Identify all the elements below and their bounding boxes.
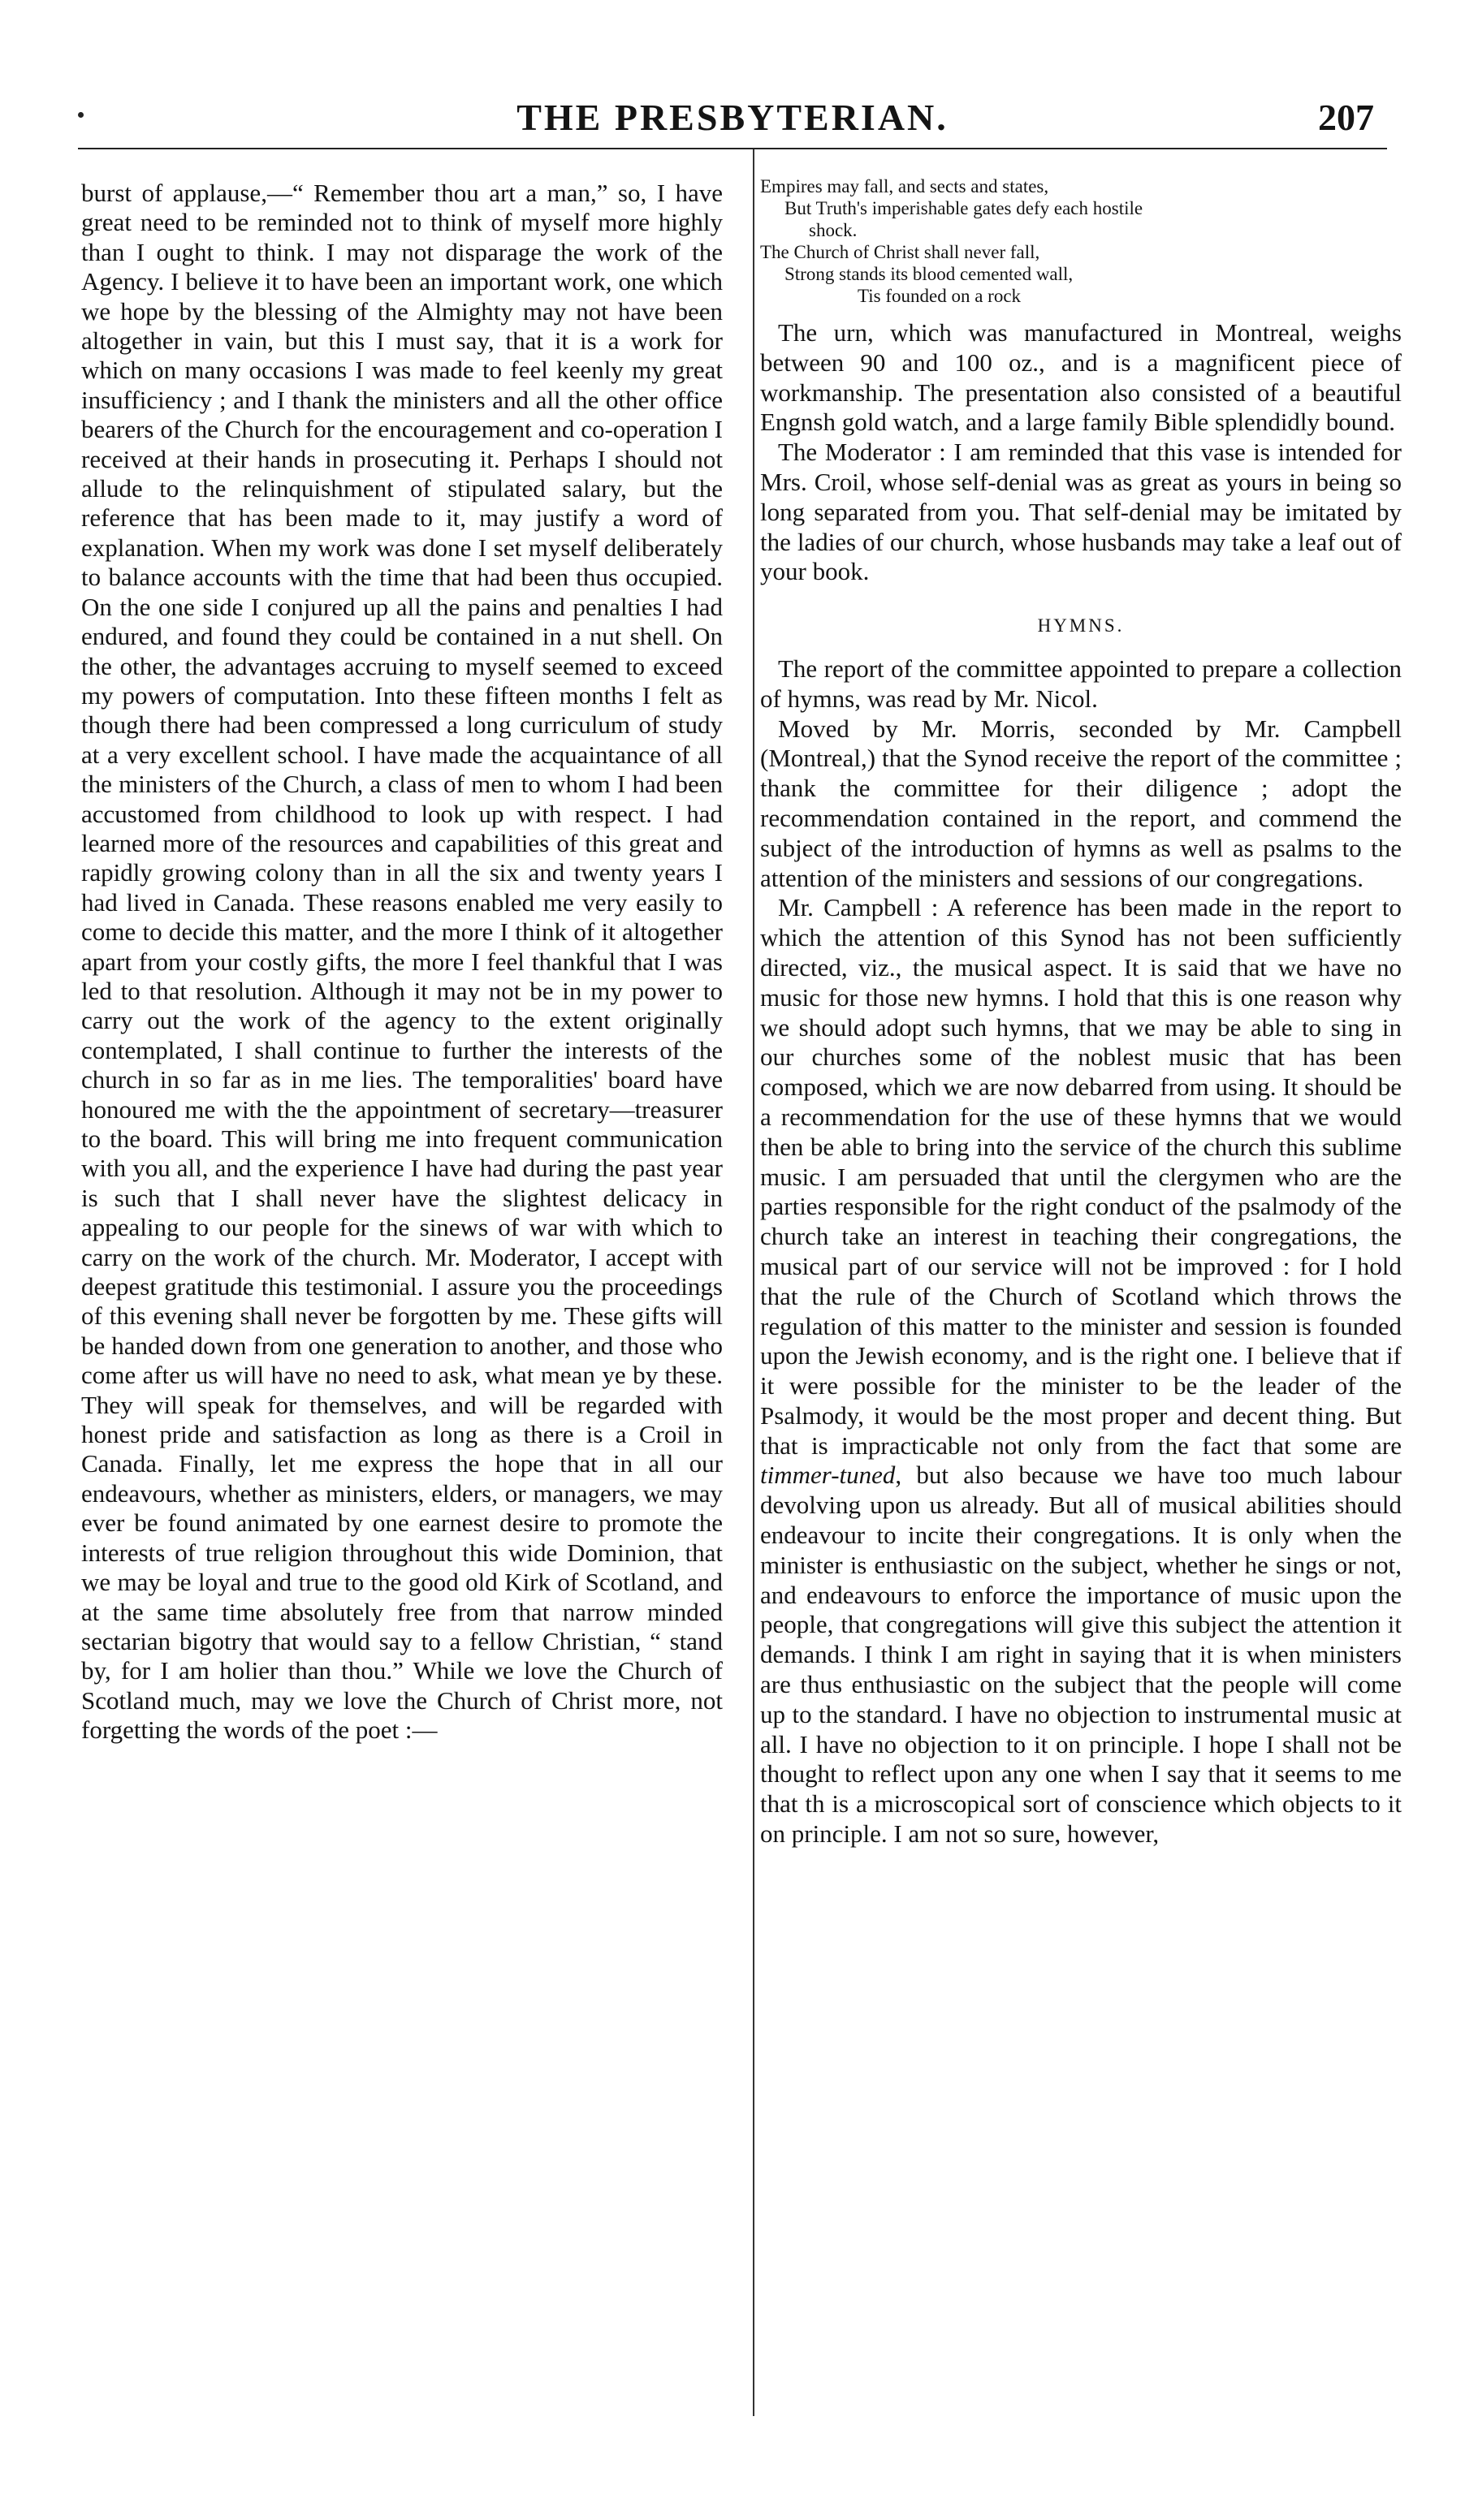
page-number: 207 [1318,97,1374,138]
moderator-paragraph: The Moderator : I am reminded that this vase is intended for Mrs. Croil, whose self-denial was as great as yours in being so long separated from you. That self-denial may be imitated by the ladies of our church, whose husbands may take a leaf out of your book. [760,438,1402,586]
left-column [81,179,723,1745]
column-divider [753,149,754,2416]
poem-line: Tis founded on a rock [858,286,1022,306]
report-paragraph: The report of the committee appointed to prepare a collection of hymns, was read by Mr. Nicol. [760,654,1402,713]
motion-paragraph: Moved by Mr. Morris, seconded by Mr. Campbell (Montreal,) that the Synod receive the report of the committee ; thank the committee for their diligence ; adopt the recommendation contained in the report, and commend the subject of the introduction of hymns as well as psalms to the attention of the ministers and sessions of our congregations. [760,714,1402,892]
poem-quote [760,175,1402,307]
left-paragraph: burst of applause,—“ Remember thou art a man,” so, I have great need to be reminded not to think of myself more highly than I ought to think. I may not disparage the work of the Agency. I believe it to have been an important work, one which we hope by the blessing of the Almighty may not have been altogether in vain, but this I must say, that it is a work for which on many occasions I was made to feel keenly my great insufficiency ; and I thank the ministers and all the other office bearers of the Church for the encouragement and co-operation I received at their hands in prosecuting it. Perhaps I should not allude to the relinquishment of stipulated salary, but the reference that has been made to it, may justify a word of explanation. When my work was done I set myself deliberately to balance accounts with the time that had been thus occupied. On the one side I conjured up all the pains and penalties I had endured, and found they could be contained in a nut shell. On the other, the advantages accruing to myself seemed to exceed my powers of computation. Into these fifteen months I felt as though there had been compressed a long curriculum of study at a very excellent school. I have made the acquaintance of all the ministers of the Church, a class of men to whom I had been accustomed from childhood to look up with respect. I had learned more of the resources and capabilities of this great and rapidly growing colony than in all the six and twenty years I had lived in Canada. These reasons enabled me very easily to come to decide this matter, and the more I think of it altogether apart from your costly gifts, the more I feel thankful that I was led to that resolution. Although it may not be in my power to carry out the work of the agency to the extent originally contemplated, I shall continue to further the interests of the church in so far as in me lies. The temporalities' board have honoured me with the the appointment of secretary—treasurer to the board. This will bring me into frequent communication with you all, and the experience I have had during the past year is such that I shall never have the slightest delicacy in appealing to our people for the sinews of war with which to carry on the work of the church. Mr. Moderator, I accept with deepest gratitude this testimonial. I assure you the proceedings of this evening shall never be forgotten by me. These gifts will be handed down from one generation to another, and those who come after us will have no need to ask, what mean ye by these. They will speak for themselves, and will be regarded with honest pride and satisfaction as long as there is a Croil in Canada. Finally, let me express the hope that in all our endeavours, whether as ministers, elders, or managers, we may ever be found animated by one earnest desire to promote the interests of true religion throughout this wide Dominion, that we may be loyal and true to the good old Kirk of Scotland, and at the same time absolutely free from that narrow minded sectarian bigotry that would say to a fellow Christian, “ stand by, for I am holier than thou.” While we love the Church of Scotland much, may we love the Church of Christ more, not forgetting the words of the poet :— [81,179,723,1745]
poem-line: But Truth's imperishable gates defy each hostile [784,198,1143,218]
poem-line: Strong stands its blood cemented wall, [784,264,1074,284]
section-heading-hymns: HYMNS. [1037,615,1125,636]
header-rule [78,148,1387,149]
campbell-paragraph [760,893,1402,1849]
urn-paragraph: The urn, which was manufactured in Montreal, weighs between 90 and 100 oz., and is a magnificent piece of workmanship. The presentation also consisted of a beautiful Engnsh gold watch, and a large family Bible splendidly bound. [760,318,1402,437]
poem-line: shock. [809,220,858,240]
right-column [760,176,1402,1849]
campbell-text-part-2: , but also because we have too much labour devolving upon us already. But all of musical abilities should endeavour to incite their congregations. It is only when the minister is enthusiastic on the subject, whether he sings or not, and endeavours to enforce the importance of music upon the people, that congregations will give this subject the attention it demands. I think I am right in saying that it is when ministers are thus enthusiastic on the subject that the people will come up to the standard. I have no objection to instrumental music at all. I have no objection to it on principle. I hope I shall not be thought to reflect upon any one when I say that it seems to me that th is a microscopical sort of conscience which objects to it on principle. I am not so sure, however, [760,1461,1402,1849]
page-title: THE PRESBYTERIAN. [516,97,949,138]
campbell-text-part-1: Mr. Campbell : A reference has been made in the report to which the attention of this Synod has not been sufficiently directed, viz., the musical aspect. It is said that we have no music for those new hymns. I hold that this is one reason why we should adopt such hymns, that we may be able to sing in our churches some of the noblest music that has been composed, which we are now debarred from using. It should be a recommendation for the use of these hymns that we would then be able to bring into the service of the church this sublime music. I am persuaded that until the clergymen who are the parties responsible for the right conduct of the psalmody of the church take an interest in teaching their congregations, the musical part of our service will not be improved : for I hold that the rule of the Church of Scotland which throws the regulation of this matter to the minister and session is founded upon the Jewish economy, and is the right one. I believe that if it were possible for the minister to be the leader of the Psalmody, it would be the most proper and decent thing. But that is impracticable not only from the fact that some are [760,893,1402,1460]
poem-line: The Church of Christ shall never fall, [760,242,1040,262]
poem-line: Empires may fall, and sects and states, [760,176,1049,196]
emphasis-term: timmer-tuned [760,1461,896,1490]
